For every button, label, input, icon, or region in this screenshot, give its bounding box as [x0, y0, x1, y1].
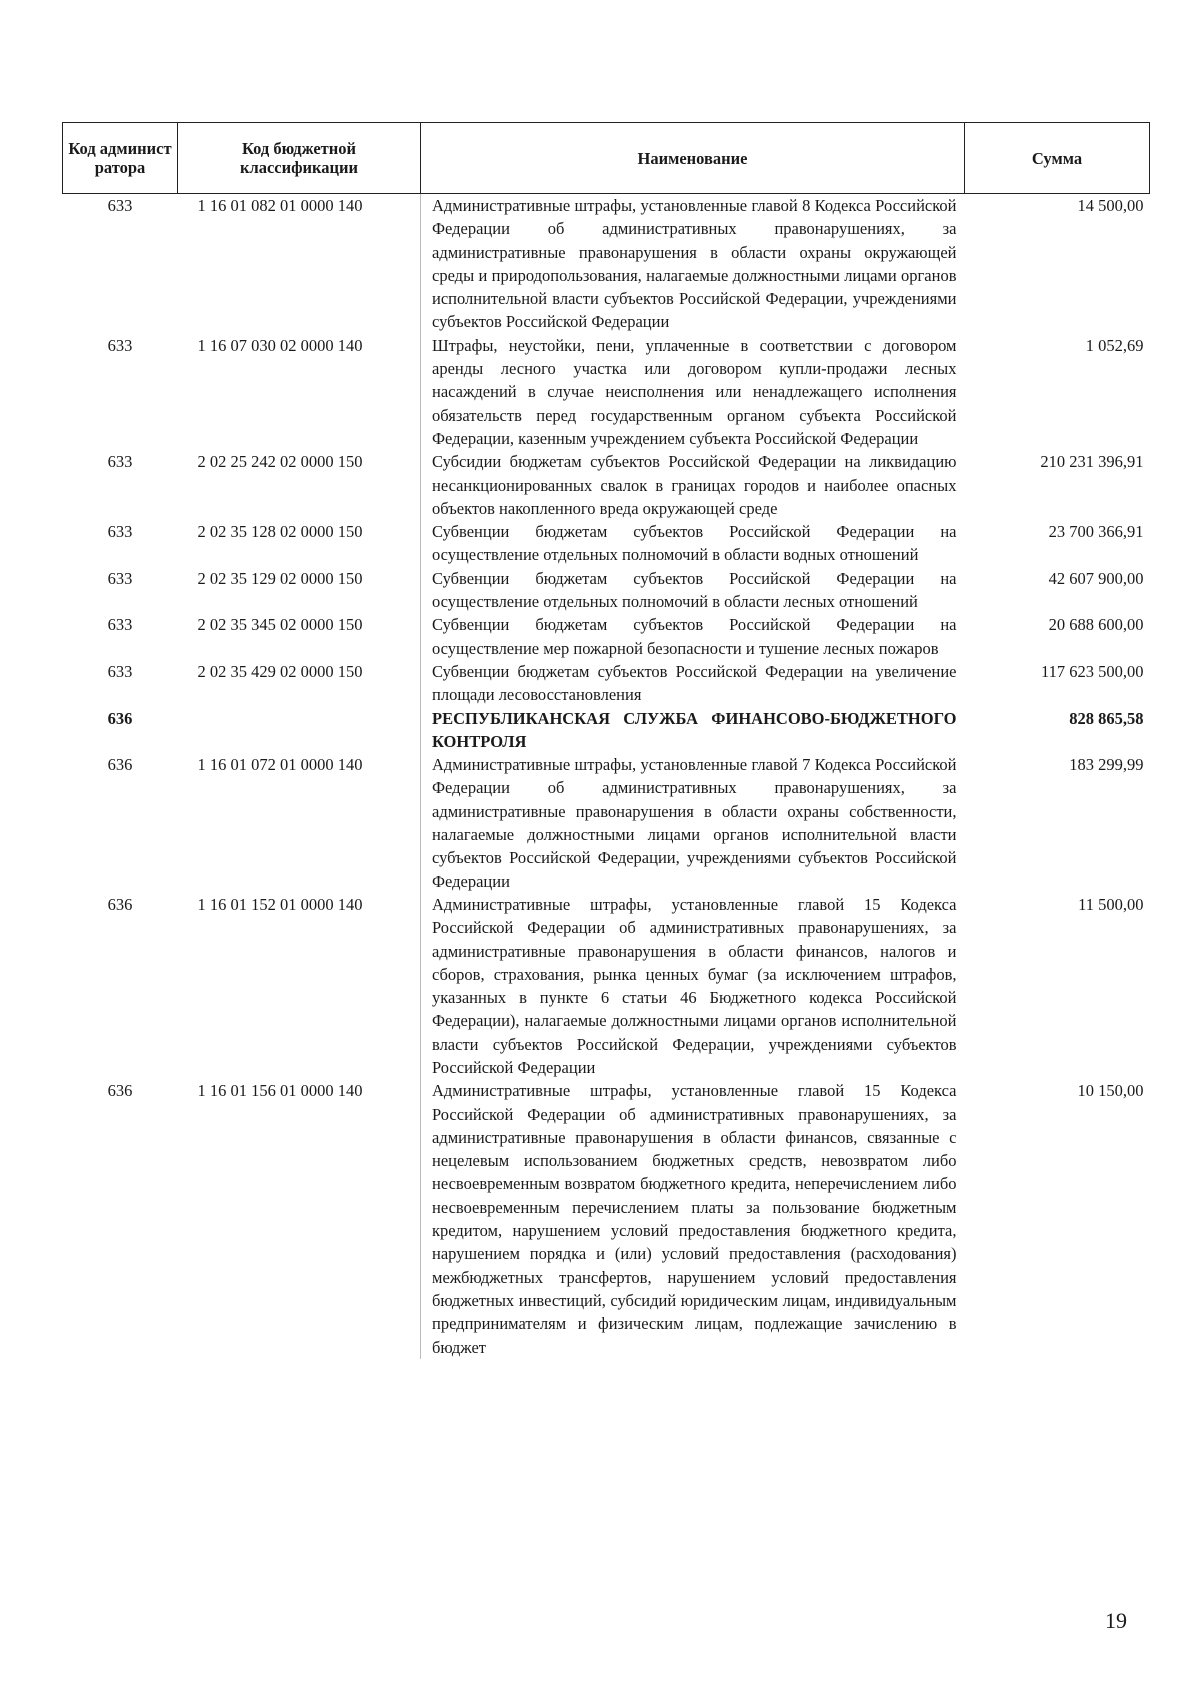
table-row	[63, 520, 1150, 567]
name-cell: Административные штрафы, установленные главой 7 Кодекса Российской Федерации об административных правонарушениях, за административные правонарушения в области охраны собственности, налагаемые должностными лицами органов исполнительной власти субъектов Российской Федерации, учреждениями субъектов Российской Федерации	[421, 753, 965, 893]
sum-cell: 10 150,00	[1077, 1081, 1144, 1101]
sum-cell: 20 688 600,00	[1048, 615, 1144, 635]
name-cell: Субвенции бюджетам субъектов Российской Федерации на увеличение площади лесовосстановления	[421, 660, 965, 707]
table-row	[63, 660, 1150, 707]
table-section-row	[63, 707, 1150, 754]
admin-code-cell: 633	[107, 196, 133, 215]
budget-code-cell: 2 02 35 129 02 0000 150	[197, 568, 363, 588]
name-cell: Административные штрафы, установленные главой 15 Кодекса Российской Федерации об административных правонарушениях, за административные правонарушения в области финансов, связанные с нецелевым использованием бюджетных средств, невозвратом либо несвоевременным возвратом бюджетного кредита, неперечислением либо несвоевременным перечислением платы за пользование бюджетным кредитом, нарушением условий предоставления бюджетного кредита, нарушением порядка и (или) условий предоставления (расходования) межбюджетных трансфертов, нарушением условий предоставления бюджетных инвестиций, субсидий юридическим лицам, индивидуальным предпринимателям и физическим лицам, подлежащие зачислению в бюджет	[421, 1079, 965, 1359]
name-cell: Штрафы, неустойки, пени, уплаченные в соответствии с договором аренды лесного участка или договором купли-продажи лесных насаждений в случае неисполнения или ненадлежащего исполнения обязательств перед государственным органом субъекта Российской Федерации, казенным учреждением субъекта Российской Федерации	[421, 334, 965, 450]
name-cell: Административные штрафы, установленные главой 8 Кодекса Российской Федерации об административных правонарушениях, за административные правонарушения в области охраны окружающей среды и природопользования, налагаемые должностными лицами органов исполнительной власти субъектов Российской Федерации, учреждениями субъектов Российской Федерации	[421, 194, 965, 334]
budget-code-cell: 2 02 35 128 02 0000 150	[197, 522, 363, 542]
sum-cell: 14 500,00	[1077, 196, 1144, 215]
admin-code-cell: 633	[107, 335, 133, 355]
sum-cell: 1 052,69	[1085, 335, 1144, 355]
admin-code-cell: 636	[107, 894, 133, 914]
budget-code-cell: 1 16 01 072 01 0000 140	[197, 755, 363, 775]
header-sum: Сумма	[965, 123, 1150, 194]
budget-code-cell: 1 16 01 156 01 0000 140	[197, 1081, 363, 1101]
header-admin-code: Код админист ратора	[63, 123, 178, 194]
admin-code-cell: 636	[107, 1081, 133, 1101]
budget-code-cell: 2 02 35 429 02 0000 150	[197, 661, 363, 681]
name-cell: Субвенции бюджетам субъектов Российской Федерации на осуществление мер пожарной безопасности и тушение лесных пожаров	[421, 613, 965, 660]
table-row	[63, 334, 1150, 450]
admin-code-cell: 636	[107, 755, 133, 775]
sum-cell: 23 700 366,91	[1048, 522, 1144, 542]
name-cell: Административные штрафы, установленные главой 15 Кодекса Российской Федерации об административных правонарушениях, за административные правонарушения в области финансов, налогов и сборов, страхования, рынка ценных бумаг (за исключением штрафов, указанных в пункте 6 статьи 46 Бюджетного кодекса Российской Федерации), налагаемые должностными лицами органов исполнительной власти субъектов Российской Федерации, учреждениями субъектов Российской Федерации	[421, 893, 965, 1079]
sum-cell: 42 607 900,00	[1048, 568, 1144, 588]
name-cell: Субвенции бюджетам субъектов Российской Федерации на осуществление отдельных полномочий в области водных отношений	[421, 520, 965, 567]
table-row	[63, 753, 1150, 893]
budget-code-cell: 1 16 01 152 01 0000 140	[197, 894, 363, 914]
admin-code-cell: 633	[107, 661, 133, 681]
sum-cell: 828 865,58	[1069, 708, 1144, 728]
table-row	[63, 567, 1150, 614]
table-body	[63, 194, 1150, 1359]
admin-code-cell: 633	[107, 615, 133, 635]
admin-code-cell: 633	[107, 452, 133, 472]
page-number: 19	[1105, 1608, 1127, 1633]
header-name: Наименование	[421, 123, 965, 194]
table-row	[63, 893, 1150, 1079]
table-row	[63, 450, 1150, 520]
table-row	[63, 194, 1150, 334]
header-budget-code: Код бюджетной классификации	[178, 123, 421, 194]
sum-cell: 117 623 500,00	[1040, 661, 1144, 681]
sum-cell: 11 500,00	[1078, 894, 1144, 914]
budget-code-cell	[178, 707, 421, 754]
table-header	[63, 123, 1150, 194]
name-cell: Субсидии бюджетам субъектов Российской Федерации на ликвидацию несанкционированных свалок в границах городов и наиболее опасных объектов накопленного вреда окружающей среде	[421, 450, 965, 520]
table-row	[63, 613, 1150, 660]
budget-code-cell: 1 16 01 082 01 0000 140	[197, 196, 363, 215]
budget-code-cell: 2 02 35 345 02 0000 150	[197, 615, 363, 635]
admin-code-cell: 633	[107, 568, 133, 588]
name-cell: РЕСПУБЛИКАНСКАЯ СЛУЖБА ФИНАНСОВО-БЮДЖЕТНОГО КОНТРОЛЯ	[421, 707, 965, 754]
admin-code-cell: 633	[107, 522, 133, 542]
budget-code-cell: 1 16 07 030 02 0000 140	[197, 335, 363, 355]
sum-cell: 210 231 396,91	[1040, 452, 1144, 472]
name-cell: Субвенции бюджетам субъектов Российской Федерации на осуществление отдельных полномочий в области лесных отношений	[421, 567, 965, 614]
sum-cell: 183 299,99	[1069, 755, 1144, 775]
budget-code-cell: 2 02 25 242 02 0000 150	[197, 452, 363, 472]
budget-table	[62, 122, 1150, 1359]
admin-code-cell: 636	[107, 708, 133, 728]
table-row	[63, 1079, 1150, 1359]
